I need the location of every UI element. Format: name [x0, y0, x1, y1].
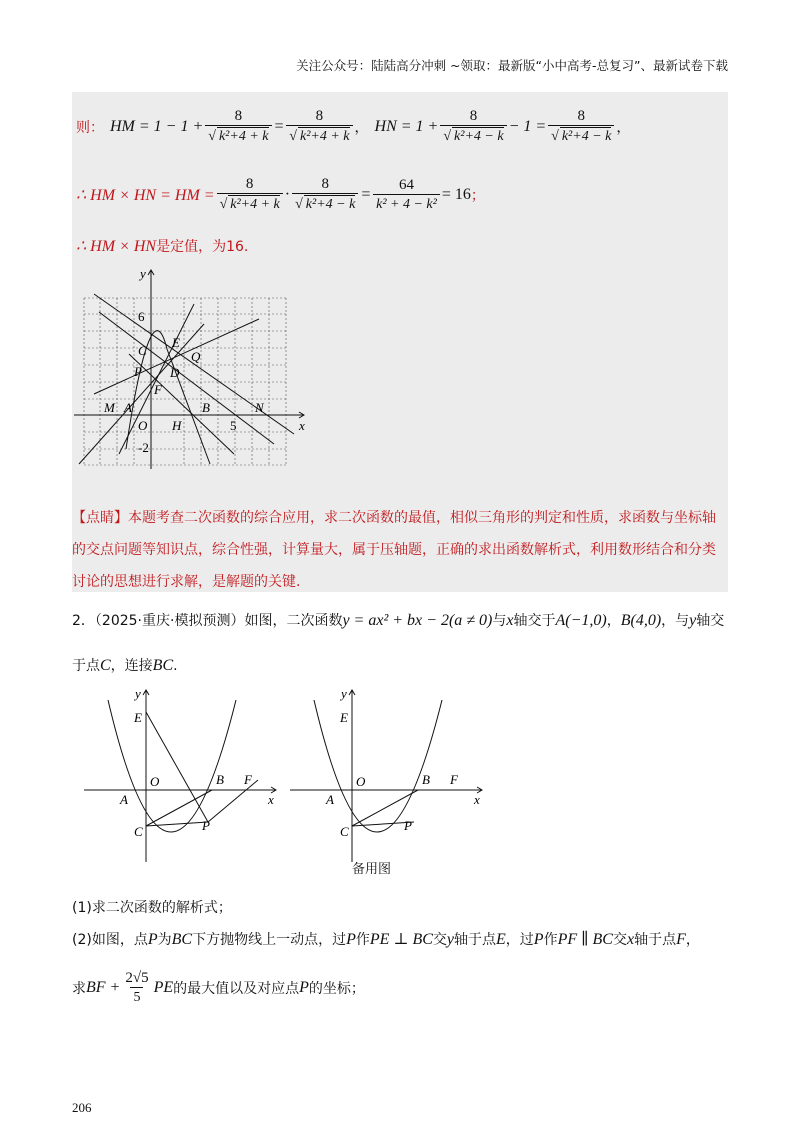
fraction: $\frac{8}{\text{√ k²+4 − k}}$: [548, 108, 614, 145]
fraction: $\frac{2√5}{5}$: [125, 970, 149, 1005]
label-minus2: -2: [138, 440, 149, 455]
solution-line-2: ∴ HM × HN = HM = $\frac{8}{\text{√ k²+4 + k}}$ · $\frac{8}{\text{√ k²+4 − k}}$ = $\frac{64}{\text{k² + 4 − k²}}$ = 16 ；: [76, 176, 485, 212]
figure-caption: 备用图: [352, 862, 392, 877]
label-p: P: [202, 818, 210, 833]
label-p: P: [134, 364, 142, 379]
hm-expression: HM = 1 − 1 +: [110, 117, 204, 135]
page-number: 206: [72, 1100, 92, 1115]
fraction: $\frac{8}{\text{√ k²+4 − k}}$: [292, 176, 358, 213]
label-e: E: [134, 710, 142, 725]
label-n: N: [255, 400, 264, 415]
problem-figure-main: [80, 684, 280, 864]
fraction: $\frac{8}{\text{√ k²+4 + k}}$: [205, 108, 271, 145]
question-2: (2)如图，点P为BC下方抛物线上一动点，过P作PE ⊥ BC交y轴于点E，过P作PF ∥ BC交x轴于点F，: [72, 931, 700, 948]
label-c: C: [138, 343, 147, 358]
label-x: x: [268, 792, 274, 807]
comment-text: 本题考查二次函数的综合应用，求二次函数的最值，相似三角形的判定和性质，求函数与坐标轴的交点问题等知识点，综合性强，计算量大，属于压轴题，正确的求出函数解析式，利用数形结合和分类讨论的思想进行求解，是解题的关键.: [72, 510, 716, 590]
label-y: y: [135, 686, 141, 701]
label-y: y: [341, 686, 347, 701]
fraction: $\frac{64}{\text{k² + 4 − k²}}$: [373, 177, 440, 213]
line-ep: [146, 712, 208, 822]
label-o: O: [356, 774, 366, 789]
label-a: A: [124, 400, 132, 415]
label-5: 5: [230, 418, 237, 433]
label-f: F: [154, 382, 162, 397]
question-2-line-2: 求 BF + $\frac{2√5}{5}$ PE 的最大值以及对应点 P 的坐标；: [72, 970, 365, 1005]
comment-tag: 【点睛】: [72, 510, 128, 526]
comment-block: [72, 502, 728, 598]
label-b: B: [422, 772, 430, 787]
hn-expression: HN = 1 +: [374, 117, 439, 135]
label-c: C: [340, 824, 349, 839]
solution-line-1: 则： HM = 1 − 1 + $\frac{8}{\text{√ k²+4 + k}}$ = $\frac{8}{\text{√ k²+4 + k}}$ ， HN = 1 + $\frac{8}{\text{√ k²+4 − k}}$ − 1 = $\frac{8}{\text{√ k²+4 − k}}$ ，: [76, 108, 631, 144]
fraction: $\frac{8}{\text{√ k²+4 − k}}$: [440, 108, 506, 145]
problem-2-stem: 2．（2025·重庆·模拟预测）如图，二次函数y = ax² + bx − 2(a ≠ 0)与x轴交于A(−1,0)，B(4,0)，与y轴交: [72, 612, 725, 629]
problem-figure-spare: [286, 684, 486, 864]
label-c: C: [134, 824, 143, 839]
label-f: F: [244, 772, 252, 787]
label-e: E: [340, 710, 348, 725]
solution-line-3: ∴ HM × HN 是定值，为16.: [76, 238, 249, 255]
line-cb: [99, 312, 274, 444]
label-e: E: [172, 335, 180, 350]
fraction: $\frac{8}{\text{√ k²+4 + k}}$: [286, 108, 352, 145]
label-d: D: [170, 365, 180, 380]
line-pq: [94, 319, 259, 394]
label-h: H: [172, 418, 182, 433]
label-f: F: [450, 772, 458, 787]
label-m: M: [104, 400, 115, 415]
label-q: Q: [191, 349, 201, 364]
label-y: y: [140, 266, 146, 281]
label-a: A: [326, 792, 334, 807]
label-x: x: [474, 792, 480, 807]
label-6: 6: [138, 309, 145, 324]
label-b: B: [216, 772, 224, 787]
label-x: x: [299, 418, 305, 433]
problem-2-stem-line-2: 于点C，连接BC.: [72, 657, 178, 674]
question-1: (1)求二次函数的解析式；: [72, 900, 232, 916]
solution-figure: [74, 264, 314, 474]
label-p: P: [404, 818, 412, 833]
fraction: $\frac{8}{\text{√ k²+4 + k}}$: [217, 176, 283, 213]
line-ab: [119, 304, 194, 454]
label-o: O: [138, 418, 148, 433]
label-o: O: [150, 774, 160, 789]
label-b: B: [202, 400, 210, 415]
page-header: 关注公众号：陆陆高分冲刺 ~领取：最新版“小中高考-总复习”、最新试卷下载: [296, 58, 728, 73]
label-a: A: [120, 792, 128, 807]
